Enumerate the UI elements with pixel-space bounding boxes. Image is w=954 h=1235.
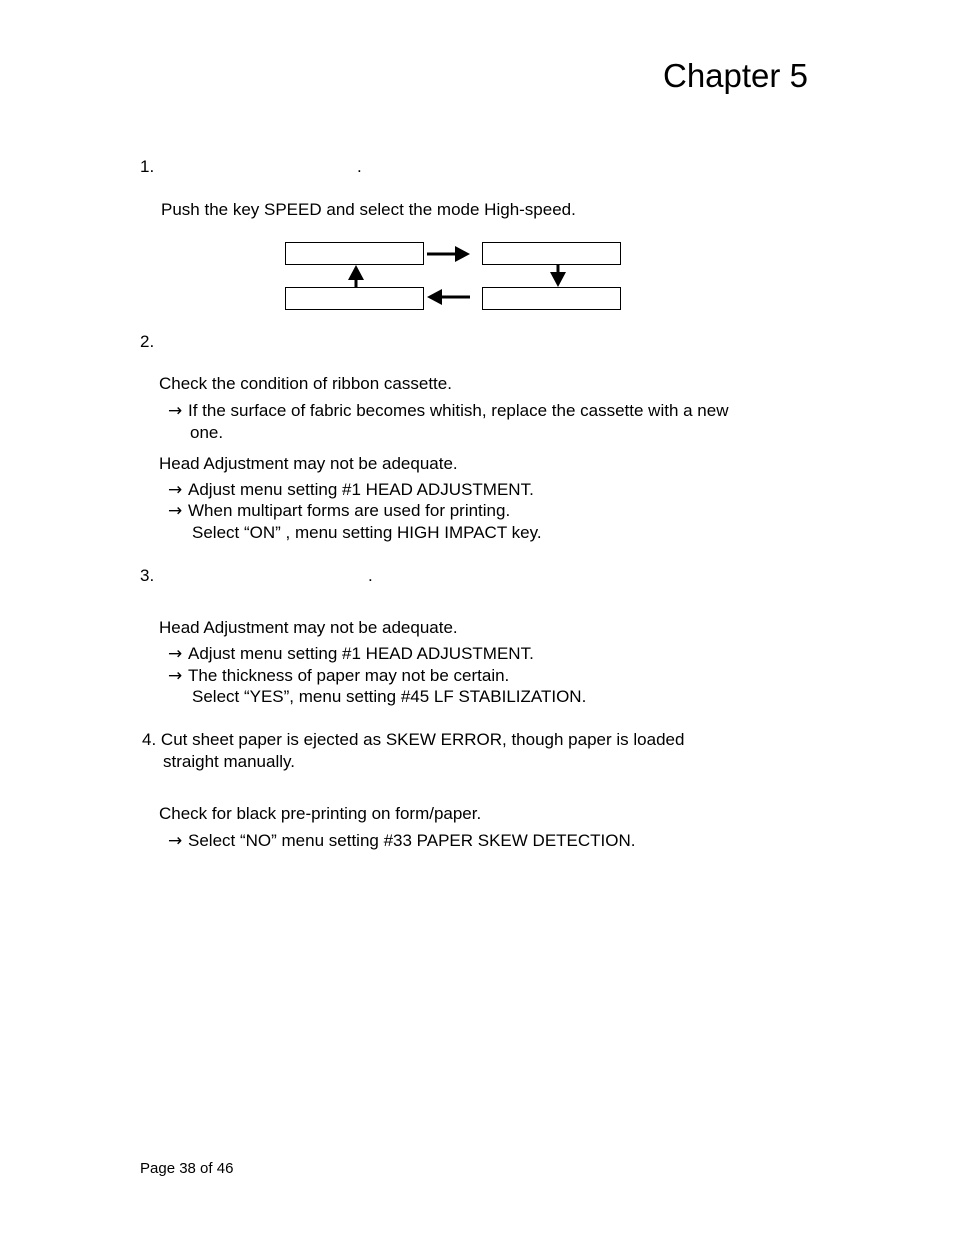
chapter-title: Chapter 5 [663,57,808,94]
arrow-bullet-icon: → [168,831,183,851]
section-4-number: 4. [142,730,157,749]
page-number: Page 38 of 46 [140,1160,234,1177]
section-4-heading [142,729,684,751]
speed-mode-box-bottom-right [482,287,621,310]
section-1-number: 1. [140,157,155,176]
section-2-check-2: Head Adjustment may not be adequate. [159,454,458,473]
section-2-check-2-action-2-sub: Select “ON” , menu setting HIGH IMPACT key. [192,523,542,542]
speed-mode-box-top-left [285,242,424,265]
section-3-check-1-action-2-sub: Select “YES”, menu setting #45 LF STABILIZATION. [192,687,587,706]
section-4-title-cont: straight manually. [163,752,295,771]
section-2-check-1: Check the condition of ribbon cassette. [159,374,452,393]
section-4-check-1: Check for black pre-printing on form/paper. [159,804,482,823]
section-2-check-1-action-cont: one. [190,423,224,442]
section-3-title-period: . [368,566,373,585]
section-2-number: 2. [140,332,155,351]
section-2-check-1-action: → If the surface of fabric becomes whitish, replace the cassette with a new [168,401,729,421]
arrow-bullet-icon: → [168,644,183,664]
arrow-bullet-icon: → [168,480,183,500]
speed-mode-box-top-right [482,242,621,265]
section-1-title-period: . [357,157,362,176]
section-3-check-1: Head Adjustment may not be adequate. [159,618,458,637]
section-2-check-2-action-2: → When multipart forms are used for printing. [168,501,511,521]
section-3-check-1-action-2: → The thickness of paper may not be certain. [168,666,510,686]
arrow-up-icon [348,265,364,287]
section-3-check-1-action-1: → Adjust menu setting #1 HEAD ADJUSTMENT. [168,644,534,664]
arrow-bullet-icon: → [168,501,183,521]
arrow-down-icon [550,265,566,287]
arrow-right-icon [427,246,470,262]
arrow-left-icon [427,289,470,305]
speed-mode-box-bottom-left [285,287,424,310]
section-2-check-2-action-1: → Adjust menu setting #1 HEAD ADJUSTMENT. [168,480,534,500]
section-1-body: Push the key SPEED and select the mode High-speed. [161,200,576,219]
section-4-title: Cut sheet paper is ejected as SKEW ERROR, though paper is loaded [160,730,685,749]
section-4-check-1-action-1: → Select “NO” menu setting #33 PAPER SKEW DETECTION. [168,831,636,851]
arrow-bullet-icon: → [168,666,183,686]
section-3-number: 3. [140,566,155,585]
arrow-bullet-icon: → [168,401,183,421]
